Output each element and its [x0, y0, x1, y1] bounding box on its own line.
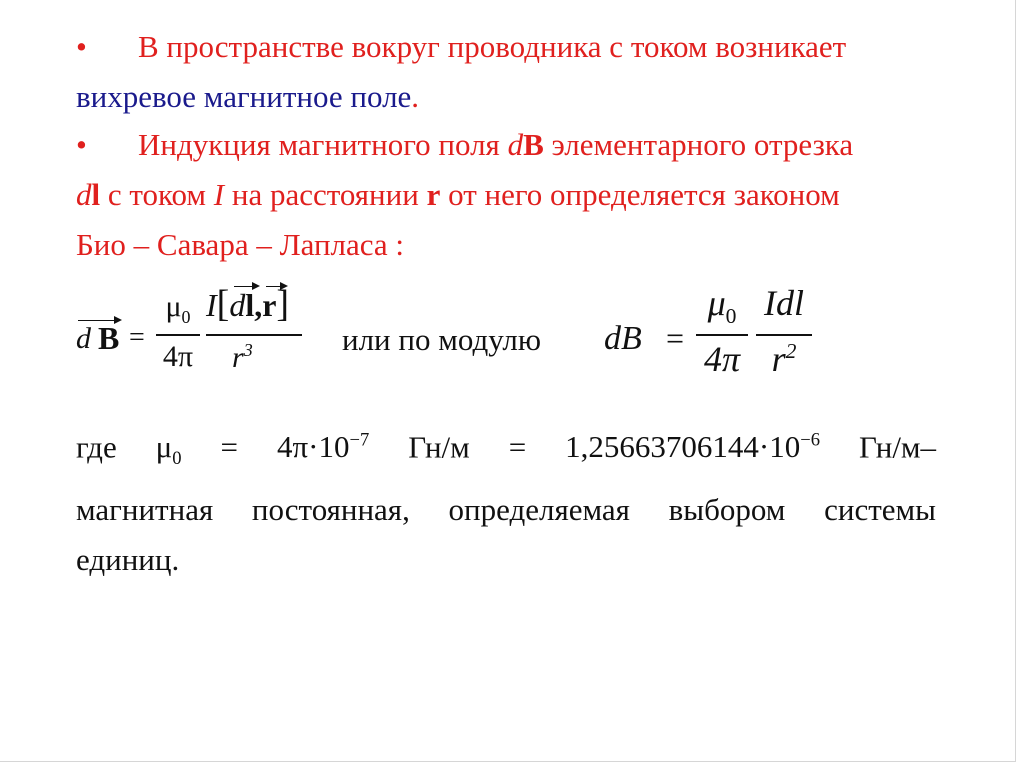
- text-span: .: [411, 79, 420, 114]
- fraction-line: [756, 334, 812, 336]
- paragraph-3-line-3: единиц.: [76, 541, 180, 577]
- text-span: d: [507, 127, 524, 162]
- denominator-r-cubed: [232, 340, 253, 375]
- text-span: [138, 120, 853, 170]
- text-span: Индукция магнитного поля: [138, 127, 508, 162]
- equals-sign: =: [129, 322, 145, 353]
- cross-product-numerator: [206, 282, 289, 326]
- text-span: =: [220, 429, 239, 465]
- paragraph-1-line-1: [76, 22, 936, 72]
- text-span: dB: [604, 320, 642, 357]
- text-span: ,: [254, 287, 263, 323]
- mu-zero: [156, 290, 200, 328]
- paragraph-2-line-2: [76, 170, 936, 220]
- text-span: r: [771, 339, 786, 379]
- text-span: Гн/м: [408, 429, 470, 465]
- denominator-r-squared: [756, 338, 812, 380]
- text-span: от него определяется законом: [440, 177, 840, 212]
- bullet: •: [76, 29, 87, 64]
- text-span: с током: [100, 177, 214, 212]
- text-span: r: [426, 177, 441, 212]
- fraction-line: [206, 334, 302, 336]
- text-span: μ: [155, 429, 173, 465]
- vector-arrow: [234, 286, 258, 287]
- text-span: где: [76, 429, 117, 465]
- paragraph-3: [76, 416, 936, 585]
- paragraph-3-line-2: магнитная постоянная, определяемая выбором системы: [76, 491, 936, 527]
- connector-text: или по модулю: [342, 322, 542, 357]
- text-span: d: [76, 177, 92, 212]
- bracket-open: [: [216, 283, 230, 325]
- text-span: Гн/м–: [858, 429, 937, 465]
- bracket-close: ]: [276, 283, 290, 325]
- text-span: d: [229, 287, 246, 323]
- text-span: 0: [181, 307, 191, 327]
- formula2-lhs: [604, 320, 642, 358]
- text-span: вихревое магнитное поле: [76, 79, 412, 114]
- bullet: •: [76, 127, 87, 162]
- value-2: [565, 429, 820, 464]
- four-pi: 4π: [162, 340, 194, 373]
- four-pi: 4π: [703, 339, 741, 379]
- mu-zero: [155, 429, 182, 470]
- mu-zero: [696, 282, 748, 329]
- text-span: =: [508, 429, 527, 465]
- text-span: r: [232, 341, 244, 374]
- text-span: μ: [165, 290, 182, 323]
- text-span: 3: [243, 340, 253, 360]
- text-span: I: [206, 287, 217, 323]
- text-span: на расстоянии: [224, 177, 427, 212]
- paragraph-3-line-1: [76, 416, 936, 485]
- text-span: I: [213, 177, 225, 212]
- paragraph-1: [76, 22, 936, 122]
- text-span: 4π·10: [276, 429, 350, 465]
- formula-vector: [76, 282, 316, 392]
- paragraph-2-line-3: [76, 220, 936, 270]
- text-span: l: [245, 287, 255, 323]
- formula-scalar: [604, 282, 824, 392]
- text-span: 2: [785, 339, 797, 363]
- text-span: 0: [725, 304, 737, 329]
- text-span: Био – Савара – Лапласа :: [76, 227, 405, 262]
- text-span: −6: [800, 430, 821, 451]
- equals-sign: =: [666, 320, 685, 356]
- text-span: −7: [349, 430, 370, 451]
- numerator-idl: Idl: [764, 283, 804, 323]
- text-span: элементарного отрезка: [543, 127, 854, 162]
- text-span: r: [262, 287, 277, 323]
- value-1: [277, 429, 369, 464]
- text-span: 0: [172, 448, 182, 470]
- formula-B: B: [98, 320, 120, 356]
- vector-arrow: [78, 320, 120, 321]
- paragraph-2: [76, 120, 936, 270]
- paragraph-1-line-2: [76, 72, 936, 122]
- text-span: 1,25663706144·10: [565, 429, 801, 465]
- text-span: В пространстве вокруг проводника с током возникает: [138, 29, 847, 64]
- text-span: μ: [707, 283, 726, 323]
- vector-arrow: [266, 286, 286, 287]
- fraction-line: [156, 334, 200, 336]
- text-span: l: [91, 177, 101, 212]
- text-span: B: [523, 127, 544, 162]
- paragraph-2-line-1: [76, 120, 936, 170]
- formula-d: d: [76, 322, 91, 355]
- fraction-line: [696, 334, 748, 336]
